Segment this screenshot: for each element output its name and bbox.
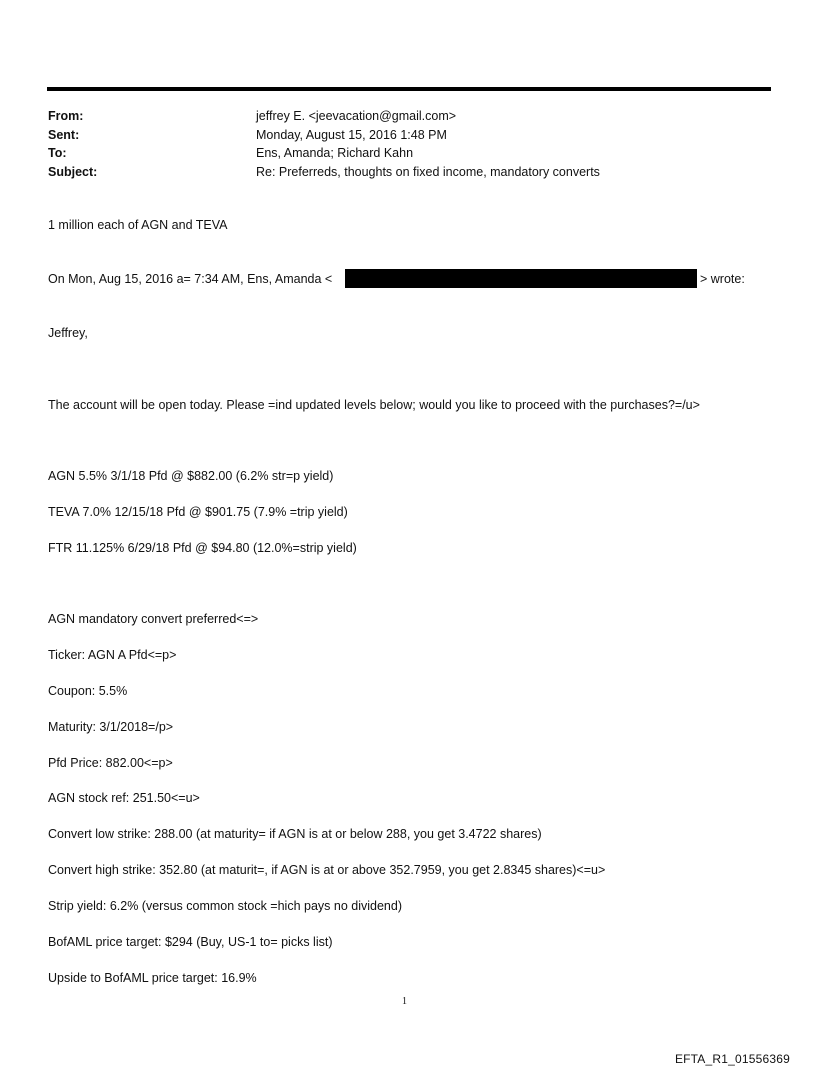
header-rule: [47, 87, 771, 91]
from-value: jeffrey E. <jeevacation@gmail.com>: [256, 109, 457, 123]
from-label: From:: [48, 109, 84, 123]
redaction-block: [345, 269, 697, 288]
detail-line: Strip yield: 6.2% (versus common stock =hich pays no dividend): [48, 899, 402, 913]
quote-intro: On Mon, Aug 15, 2016 a= 7:34 AM, Ens, Amanda <: [48, 272, 333, 286]
to-row: [48, 144, 768, 163]
email-header: [48, 107, 768, 181]
sent-value: Monday, August 15, 2016 1:48 PM: [256, 127, 447, 142]
detail-line: Coupon: 5.5%: [48, 684, 128, 698]
page-number: 1: [402, 996, 407, 1007]
quote-intro-end: > wrote:: [700, 272, 745, 286]
level-line-teva: TEVA 7.0% 12/15/18 Pfd @ $901.75 (7.9% =trip yield): [48, 505, 348, 519]
to-label: To:: [48, 146, 67, 160]
detail-line: Convert high strike: 352.80 (at maturit=, if AGN is at or above 352.7959, you get 2.8345 shares)<=u>: [48, 863, 606, 877]
from-row: [48, 107, 768, 126]
detail-line: Pfd Price: 882.00<=p>: [48, 756, 173, 770]
reply-text: 1 million each of AGN and TEVA: [48, 218, 228, 232]
body-paragraph: The account will be open today. Please =ind updated levels below; would you like to proceed with the purchases?=/u>: [48, 398, 700, 412]
subject-value: Re: Preferreds, thoughts on fixed income, mandatory converts: [256, 164, 600, 179]
detail-line: Maturity: 3/1/2018=/p>: [48, 720, 174, 734]
detail-line: Ticker: AGN A Pfd<=p>: [48, 648, 177, 662]
subject-row: [48, 163, 768, 182]
bates-number: EFTA_R1_01556369: [674, 1052, 790, 1066]
level-line-ftr: FTR 11.125% 6/29/18 Pfd @ $94.80 (12.0%=strip yield): [48, 541, 357, 555]
sent-label: Sent:: [48, 127, 80, 142]
detail-line: BofAML price target: $294 (Buy, US-1 to= picks list): [48, 935, 333, 949]
detail-line: AGN mandatory convert preferred<=>: [48, 612, 259, 626]
detail-line: AGN stock ref: 251.50<=u>: [48, 791, 200, 805]
detail-line: Convert low strike: 288.00 (at maturity= if AGN is at or below 288, you get 3.4722 shares): [48, 827, 542, 841]
greeting: Jeffrey,: [48, 326, 88, 340]
to-value: Ens, Amanda; Richard Kahn: [256, 146, 414, 160]
subject-label: Subject:: [48, 164, 98, 179]
level-line-agn: AGN 5.5% 3/1/18 Pfd @ $882.00 (6.2% str=p yield): [48, 469, 334, 483]
detail-line: Upside to BofAML price target: 16.9%: [48, 971, 257, 985]
sent-row: [48, 126, 768, 145]
